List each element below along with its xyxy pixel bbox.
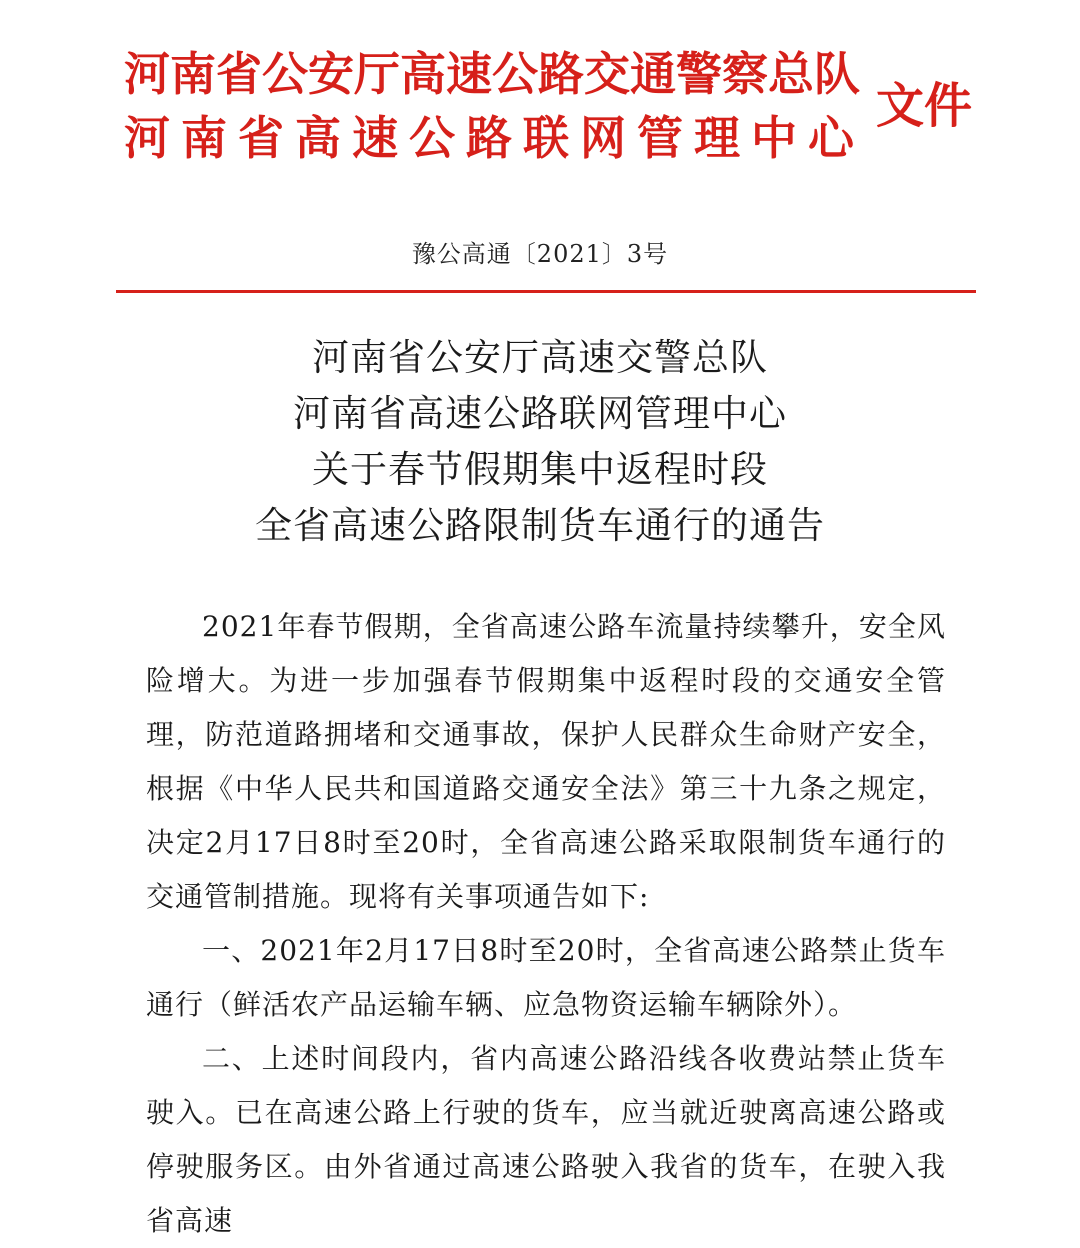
title-line-1: 河南省公安厅高速交警总队 — [312, 336, 768, 379]
title-line-3: 关于春节假期集中返程时段 — [312, 448, 768, 491]
title-line-4: 全省高速公路限制货车通行的通告 — [255, 504, 825, 547]
paragraph-intro: 2021年春节假期，全省高速公路车流量持续攀升，安全风险增大。为进一步加强春节假期集中返程时段的交通安全管理，防范道路拥堵和交通事故，保护人民群众生命财产安全，根据《中华人民共和国道路交通安全法》第三十九条之规定，决定2月17日8时至20时，全省高速公路采取限制货车通行的交通管制措施。现将有关事项通告如下: — [146, 610, 946, 913]
letterhead — [124, 42, 864, 170]
document-body — [146, 600, 946, 1248]
letterhead-line-1: 河南省公安厅高速公路交通警察总队 — [124, 47, 860, 101]
red-divider — [116, 290, 976, 293]
paragraph-item-1: 一、2021年2月17日8时至20时，全省高速公路禁止货车通行（鲜活农产品运输车辆、应急物资运输车辆除外）。 — [146, 934, 946, 1021]
document-title — [0, 330, 1080, 554]
document-number: 豫公高通〔2021〕3号 — [411, 240, 669, 268]
title-line-2: 河南省高速公路联网管理中心 — [293, 392, 787, 435]
letterhead-suffix: 文件 — [876, 78, 973, 134]
letterhead-line-2: 河南省高速公路联网管理中心 — [124, 111, 865, 165]
paragraph-item-2: 二、上述时间段内，省内高速公路沿线各收费站禁止货车驶入。已在高速公路上行驶的货车，应当就近驶离高速公路或停驶服务区。由外省通过高速公路驶入我省的货车，在驶入我省高速 — [146, 1042, 946, 1237]
